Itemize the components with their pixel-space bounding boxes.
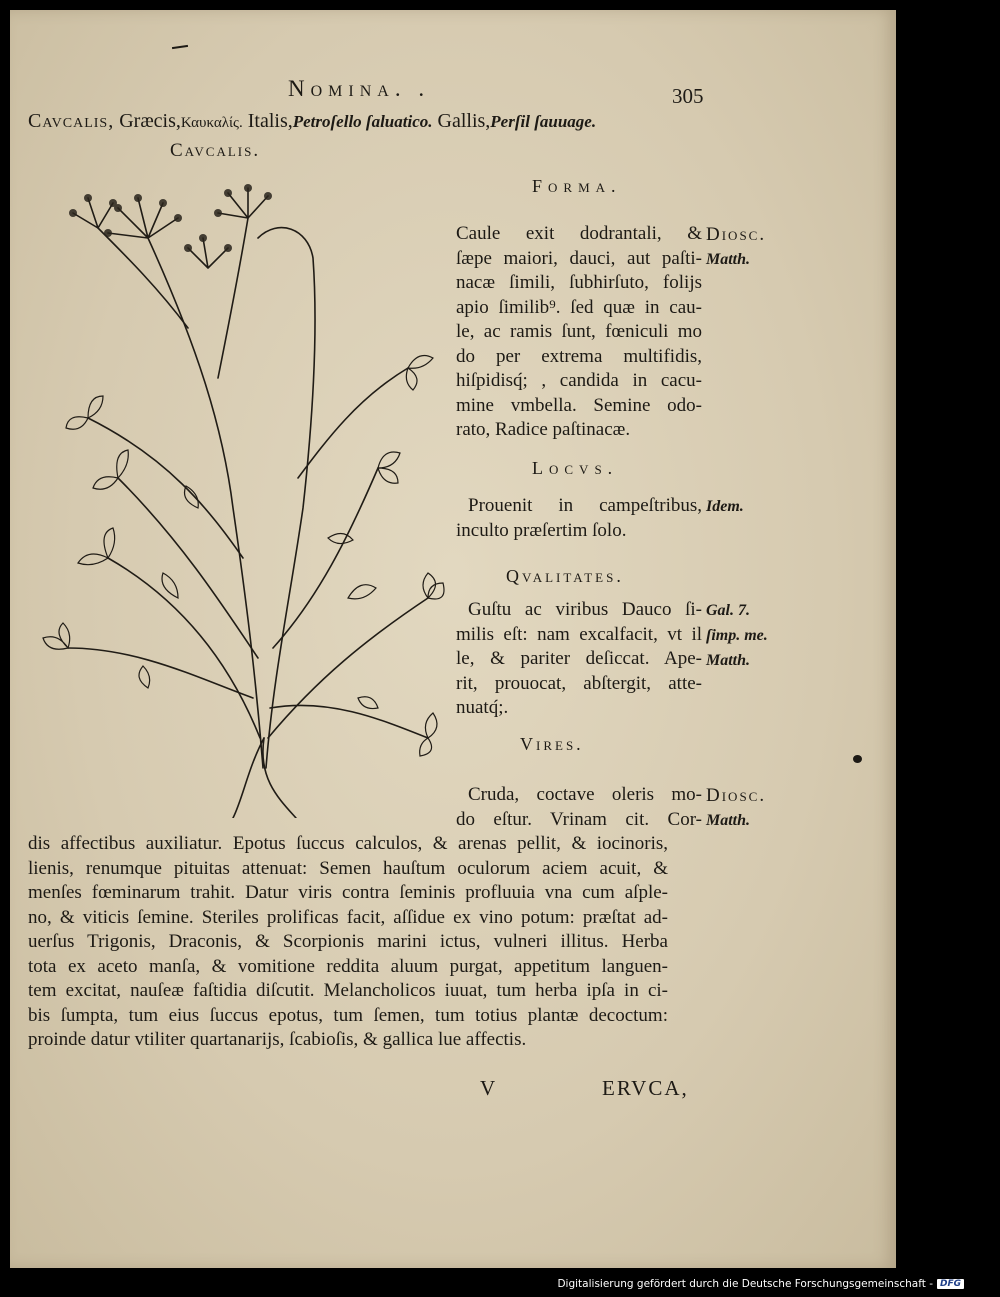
leaf — [43, 623, 70, 649]
margin-note: Diosc. — [706, 224, 767, 245]
italian-name: Petroſello ſaluatico. — [292, 112, 433, 131]
text-line: le, ac ramis ſunt, fœniculi mo — [456, 321, 702, 342]
section-heading-locus: Locvs. — [532, 458, 619, 478]
umbel — [108, 198, 178, 238]
text-line: mine vmbella. Semine odo- — [456, 394, 702, 416]
text-line: tota ex aceto manſa, & vomitione reddita aluum purgat, appetitum languen- — [28, 955, 668, 977]
text-line: Caule exit dodrantali, & — [456, 223, 702, 244]
text-line: rit, prouocat, abſtergit, atte- — [456, 672, 702, 694]
text-line: nuatq́;. — [456, 697, 509, 718]
running-title: Nomina. . — [288, 76, 431, 101]
text-line: uerſus Trigonis, Draconis, & Scorpionis marini ictus, vulneri illitus. Herba — [28, 931, 668, 952]
margin-note-forma — [706, 222, 766, 272]
signature-mark: V — [480, 1076, 496, 1100]
text-line: tem excitat, nauſeæ faſtidia diſcutit. Melancholicos iuuat, tum herba ipſa in ci- — [28, 980, 668, 1001]
text-line: bis ſumpta, tum eius ſuccus epotus, tum ſemen, tum totius plantæ decoctum: — [28, 1004, 668, 1026]
text-line: ſæpe maiori, dauci, aut paſti- — [456, 247, 702, 269]
catchword: ERVCA, — [602, 1076, 689, 1100]
text-line: proinde datur vtiliter quartanarijs, ſcabioſis, & gallica lue affectis. — [28, 1029, 527, 1050]
greek-name: Καυκαλίς. — [180, 115, 243, 131]
dfg-logo: DFG — [937, 1279, 964, 1289]
margin-note: Matth. — [706, 251, 751, 268]
margin-note-vires — [706, 783, 766, 833]
text-line: lienis, renumque pituitas attenuat: Semen hauſtum oculorum aciem acuit, & — [28, 857, 668, 879]
stem — [218, 218, 248, 378]
french-name: Perſil ſauuage. — [490, 112, 597, 131]
leaf — [406, 356, 433, 390]
text-line: milis eſt: nam excalfacit, vt il — [456, 623, 702, 645]
text-line: Cruda, coctave oleris mo- — [468, 784, 702, 805]
text-line: nacæ ſimili, ſubhirſuto, folijs — [456, 272, 702, 293]
margin-note: Idem. — [706, 498, 744, 515]
text-line: hiſpidisq́; , candida in cacu- — [456, 370, 702, 391]
leaf — [423, 573, 444, 599]
plant-caption: Cavcalis. — [170, 140, 261, 161]
text-line: le, & pariter deſiccat. Ape- — [456, 648, 702, 669]
section-text-qualitates — [456, 598, 702, 721]
stem — [298, 368, 408, 478]
digitization-footer — [557, 1278, 964, 1290]
section-text-forma — [456, 222, 702, 443]
text-line: Guſtu ac viribus Dauco ſi- — [468, 599, 702, 620]
stem — [268, 598, 428, 738]
section-heading-qualitates: Qvalitates. — [506, 566, 624, 586]
page-number: 305 — [672, 84, 704, 108]
stem — [108, 558, 260, 738]
stem — [270, 705, 428, 738]
margin-note: Gal. 7. — [706, 602, 750, 619]
section-text-vires-right — [456, 783, 702, 832]
ink-spot — [853, 755, 862, 763]
leaf — [66, 396, 103, 429]
text-line: apio ſimilib⁹. ſed quæ in cau- — [456, 296, 702, 318]
umbel — [188, 238, 228, 268]
margin-note: Diosc. — [706, 785, 767, 806]
plant-name-lead: Cavcalis, — [28, 110, 115, 132]
margin-note: Matth. — [706, 652, 751, 669]
section-heading-forma: Forma. — [532, 176, 622, 196]
stem — [273, 468, 378, 648]
leaf — [420, 713, 437, 756]
stem — [148, 238, 263, 768]
text-line: do per extrema multifidis, — [456, 345, 702, 367]
names-line — [28, 110, 596, 133]
book-page — [10, 10, 896, 1268]
section-text-locus — [456, 494, 702, 543]
stem — [68, 648, 253, 698]
margin-note-qualitates — [706, 598, 768, 673]
stem — [233, 738, 264, 818]
leaf — [139, 666, 378, 709]
text-line: dis affectibus auxiliatur. Epotus ſuccus calculos, & arenas pellit, & iocinoris, — [28, 833, 668, 854]
greek-label: Græcis, — [119, 110, 181, 132]
plant-woodcut-illustration — [28, 178, 448, 818]
section-text-vires-full — [28, 832, 668, 1053]
text-line: menſes fœminarum trahit. Datur viris contra ſeminis profluuia vna cum aſple- — [28, 882, 668, 903]
text-line: do eſtur. Vrinam cit. Cor- — [456, 808, 702, 830]
ink-mark — [172, 45, 188, 49]
stem — [118, 478, 258, 658]
text-line: no, & viticis ſemine. Steriles prolificas facit, aſſidue ex vino potum: præſtat ad- — [28, 906, 668, 928]
stem — [258, 228, 315, 768]
text-line: Prouenit in campeſtribus, — [468, 495, 702, 516]
text-line: rato, Radice paſtinacæ. — [456, 419, 631, 440]
leaf — [378, 452, 400, 483]
umbel — [73, 198, 113, 228]
margin-note: Matth. — [706, 812, 751, 829]
section-heading-vires: Vires. — [520, 734, 584, 754]
footer-text: Digitalisierung gefördert durch die Deutsche Forschungsgemeinschaft - — [557, 1278, 933, 1290]
french-label: Gallis, — [437, 110, 491, 132]
italian-label: Italis, — [247, 110, 293, 132]
margin-note: ſimp. me. — [706, 627, 768, 644]
margin-note-locus — [706, 494, 744, 519]
leaf — [162, 573, 376, 599]
text-line: inculto præſertim ſolo. — [456, 519, 627, 541]
stem — [98, 228, 188, 328]
